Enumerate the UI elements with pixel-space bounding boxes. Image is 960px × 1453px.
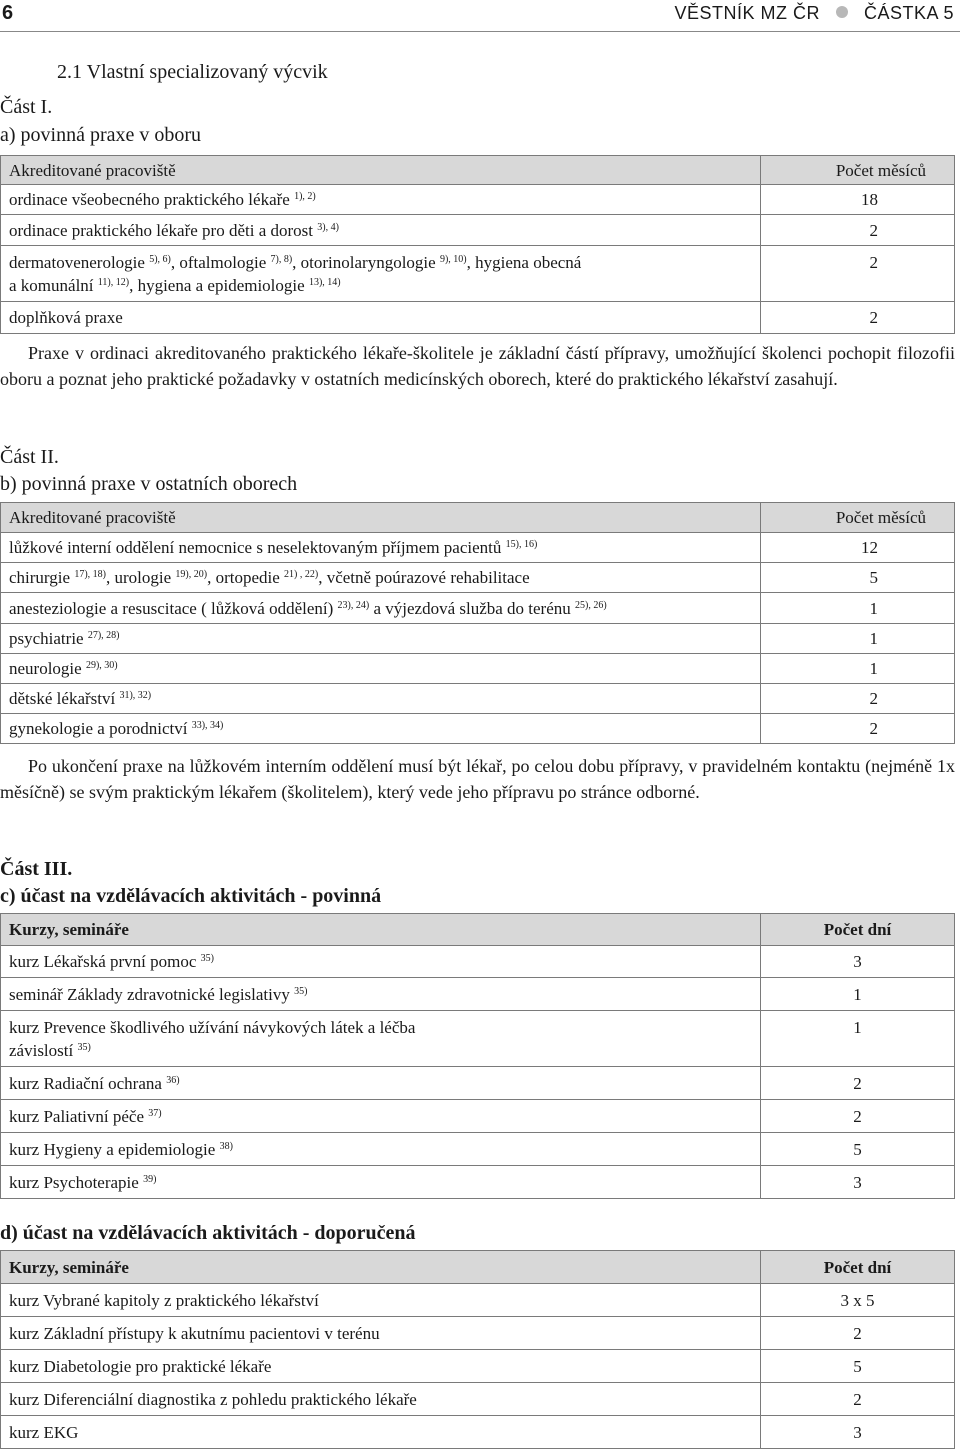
row-value: 1 bbox=[761, 978, 955, 1011]
row-label: ordinace všeobecného praktického lékaře bbox=[9, 190, 290, 209]
footnote-ref: 17), 18) bbox=[74, 569, 106, 580]
table-row bbox=[1, 246, 955, 302]
row-value: 12 bbox=[761, 533, 955, 563]
col-header-right: Počet měsíců bbox=[761, 503, 955, 533]
part2-title: Část II. bbox=[0, 446, 59, 468]
footnote-ref: 38) bbox=[219, 1140, 233, 1152]
table-row bbox=[1, 215, 955, 246]
row-label: , oftalmologie bbox=[170, 253, 267, 272]
row-label: ordinace praktického lékaře pro děti a dorost bbox=[9, 220, 313, 240]
row-label: neurologie bbox=[9, 659, 82, 678]
row-value: 5 bbox=[761, 1133, 955, 1166]
row-label: anesteziologie a resuscitace ( lůžková oddělení) bbox=[9, 598, 334, 618]
footnote-ref: 27), 28) bbox=[87, 630, 120, 641]
footnote-ref: 35) bbox=[200, 953, 215, 964]
part2-section: b) povinná praxe v ostatních oborech bbox=[0, 473, 298, 495]
part1-table bbox=[0, 155, 955, 334]
row-value: 1 bbox=[761, 654, 955, 684]
footnote-ref: 11), 12) bbox=[97, 277, 130, 288]
page-header bbox=[0, 0, 960, 30]
col-header-left: Kurzy, semináře bbox=[1, 914, 761, 946]
row-label: , včetně poúrazové rehabilitace bbox=[318, 568, 530, 587]
issue-part: ČÁSTKA 5 bbox=[863, 3, 954, 23]
row-value: 2 bbox=[761, 1067, 955, 1100]
col-header-right: Počet dní bbox=[761, 914, 955, 946]
footnote-ref: 3), 4) bbox=[317, 221, 339, 233]
row-label: , hygiena obecná bbox=[466, 253, 582, 272]
table-row bbox=[1, 533, 955, 563]
col-header-left: Kurzy, semináře bbox=[1, 1251, 761, 1284]
row-value: 3 bbox=[761, 1416, 955, 1449]
footnote-ref: 29), 30) bbox=[85, 660, 118, 671]
row-label: chirurgie bbox=[9, 568, 71, 587]
part1-title: Část I. bbox=[0, 96, 53, 118]
table-row bbox=[1, 624, 955, 654]
row-label: , otorinolaryngologie bbox=[292, 253, 436, 272]
footnote-ref: 5), 6) bbox=[149, 254, 171, 265]
footnote-ref: 31), 32) bbox=[119, 690, 152, 701]
table-row bbox=[1, 714, 955, 744]
row-label: kurz Psychoterapie bbox=[9, 1172, 139, 1192]
table-row bbox=[1, 1350, 955, 1383]
table-row bbox=[1, 978, 955, 1011]
row-value: 1 bbox=[761, 1011, 955, 1067]
footnote-ref: 23), 24) bbox=[337, 599, 370, 611]
table-header-row bbox=[1, 914, 955, 946]
row-label: kurz Vybrané kapitoly z praktického lékařství bbox=[1, 1284, 761, 1317]
footnote-ref: 15), 16) bbox=[505, 539, 538, 550]
row-label: lůžkové interní oddělení nemocnice s neselektovaným příjmem pacientů bbox=[9, 538, 502, 557]
row-label: kurz Radiační ochrana bbox=[9, 1073, 162, 1093]
row-value: 3 bbox=[761, 1166, 955, 1199]
part3-section-c: c) účast na vzdělávacích aktivitách - povinná bbox=[0, 885, 382, 907]
row-value: 3 bbox=[761, 946, 955, 978]
row-value: 2 bbox=[761, 714, 955, 744]
table-row bbox=[1, 1100, 955, 1133]
part2-note: Po ukončení praxe na lůžkovém interním oddělení musí být lékař, po celou dobu přípravy, v pravidelném kontaktu (nejméně 1x měsíčně) se svým praktickým lékařem (školitelem), který vede jeho přípravu po stránce odborné. bbox=[0, 756, 955, 802]
part2-table bbox=[0, 502, 955, 744]
footnote-ref: 35) bbox=[77, 1042, 91, 1053]
row-value: 2 bbox=[761, 215, 955, 246]
table-row bbox=[1, 1133, 955, 1166]
row-label: doplňková praxe bbox=[1, 302, 761, 334]
header-divider bbox=[0, 31, 960, 32]
table-row bbox=[1, 1416, 955, 1449]
subheading: 2.1 Vlastní specializovaný výcvik bbox=[57, 61, 328, 83]
table-row bbox=[1, 654, 955, 684]
row-label: , hygiena a epidemiologie bbox=[129, 276, 305, 295]
row-label: kurz Hygieny a epidemiologie bbox=[9, 1139, 216, 1159]
row-label: kurz Lékařská první pomoc bbox=[9, 952, 197, 971]
row-value: 2 bbox=[761, 246, 955, 302]
row-value: 2 bbox=[761, 1383, 955, 1416]
table-row bbox=[1, 1284, 955, 1317]
row-value: 5 bbox=[761, 1350, 955, 1383]
row-label: kurz Prevence škodlivého užívání návykových látek a léčba bbox=[9, 1018, 416, 1037]
row-value: 2 bbox=[761, 1317, 955, 1350]
footnote-ref: 1), 2) bbox=[294, 191, 316, 202]
table-row bbox=[1, 185, 955, 215]
footnote-ref: 35) bbox=[294, 985, 308, 997]
col-header-right: Počet dní bbox=[761, 1251, 955, 1284]
part1-section: a) povinná praxe v oboru bbox=[0, 124, 202, 146]
row-label: dermatovenerologie bbox=[9, 253, 145, 272]
row-value: 2 bbox=[761, 684, 955, 714]
footnote-ref: 7), 8) bbox=[270, 254, 293, 265]
part3-table-c bbox=[0, 913, 955, 1199]
row-value: 1 bbox=[761, 624, 955, 654]
table-row bbox=[1, 563, 955, 593]
table-row bbox=[1, 684, 955, 714]
table-header-row bbox=[1, 156, 955, 185]
table-row bbox=[1, 302, 955, 334]
footnote-ref: 37) bbox=[148, 1107, 162, 1119]
row-value: 2 bbox=[761, 302, 955, 334]
row-value: 3 x 5 bbox=[761, 1284, 955, 1317]
part3-section-d: d) účast na vzdělávacích aktivitách - doporučená bbox=[0, 1222, 416, 1244]
row-label: a výjezdová služba do terénu bbox=[369, 598, 571, 618]
table-header-row bbox=[1, 503, 955, 533]
row-label: kurz Diferenciální diagnostika z pohledu praktického lékaře bbox=[1, 1383, 761, 1416]
row-label: kurz Diabetologie pro praktické lékaře bbox=[1, 1350, 761, 1383]
col-header-right: Počet měsíců bbox=[761, 156, 955, 185]
row-label: seminář Základy zdravotnické legislativy bbox=[9, 984, 290, 1004]
table-header-row bbox=[1, 1251, 955, 1284]
table-row bbox=[1, 946, 955, 978]
part3-table-d bbox=[0, 1250, 955, 1449]
row-label: závislostí bbox=[9, 1041, 74, 1060]
row-value: 18 bbox=[761, 185, 955, 215]
row-label: , ortopedie bbox=[207, 568, 280, 587]
footnote-ref: 39) bbox=[143, 1173, 157, 1185]
col-header-left: Akreditované pracoviště bbox=[1, 156, 761, 185]
part3-title: Část III. bbox=[0, 858, 73, 880]
table-row bbox=[1, 1383, 955, 1416]
footnote-ref: 36) bbox=[166, 1074, 180, 1086]
table-row bbox=[1, 1317, 955, 1350]
separator-dot-icon bbox=[836, 6, 848, 18]
col-header-left: Akreditované pracoviště bbox=[1, 503, 761, 533]
footnote-ref: 21) , 22) bbox=[284, 569, 319, 580]
header-right bbox=[674, 3, 954, 24]
part1-note: Praxe v ordinaci akreditovaného praktického lékaře-školitele je základní částí přípravy, umožňující školenci pochopit filozofii oboru a poznat jeho praktické požadavky v ostatních medicínských oborech, které do praktického lékařství zasahují. bbox=[0, 343, 955, 389]
journal-title: VĚSTNÍK MZ ČR bbox=[674, 3, 820, 23]
footnote-ref: 19), 20) bbox=[175, 569, 208, 580]
row-label: kurz Paliativní péče bbox=[9, 1106, 145, 1126]
table-row bbox=[1, 1166, 955, 1199]
table-row bbox=[1, 593, 955, 624]
row-label: , urologie bbox=[105, 568, 172, 587]
footnote-ref: 13), 14) bbox=[308, 277, 341, 288]
row-value: 5 bbox=[761, 563, 955, 593]
row-label: kurz EKG bbox=[1, 1416, 761, 1449]
footnote-ref: 33), 34) bbox=[191, 720, 224, 731]
row-label: kurz Základní přístupy k akutnímu pacientovi v terénu bbox=[1, 1317, 761, 1350]
row-label: psychiatrie bbox=[9, 629, 84, 648]
row-value: 1 bbox=[761, 593, 955, 624]
row-label: gynekologie a porodnictví bbox=[9, 719, 188, 738]
page-number: 6 bbox=[2, 2, 14, 24]
row-label: a komunální bbox=[9, 276, 94, 295]
footnote-ref: 25), 26) bbox=[575, 599, 607, 611]
row-label: dětské lékařství bbox=[9, 689, 116, 708]
table-row bbox=[1, 1011, 955, 1067]
row-value: 2 bbox=[761, 1100, 955, 1133]
table-row bbox=[1, 1067, 955, 1100]
footnote-ref: 9), 10) bbox=[439, 254, 467, 265]
